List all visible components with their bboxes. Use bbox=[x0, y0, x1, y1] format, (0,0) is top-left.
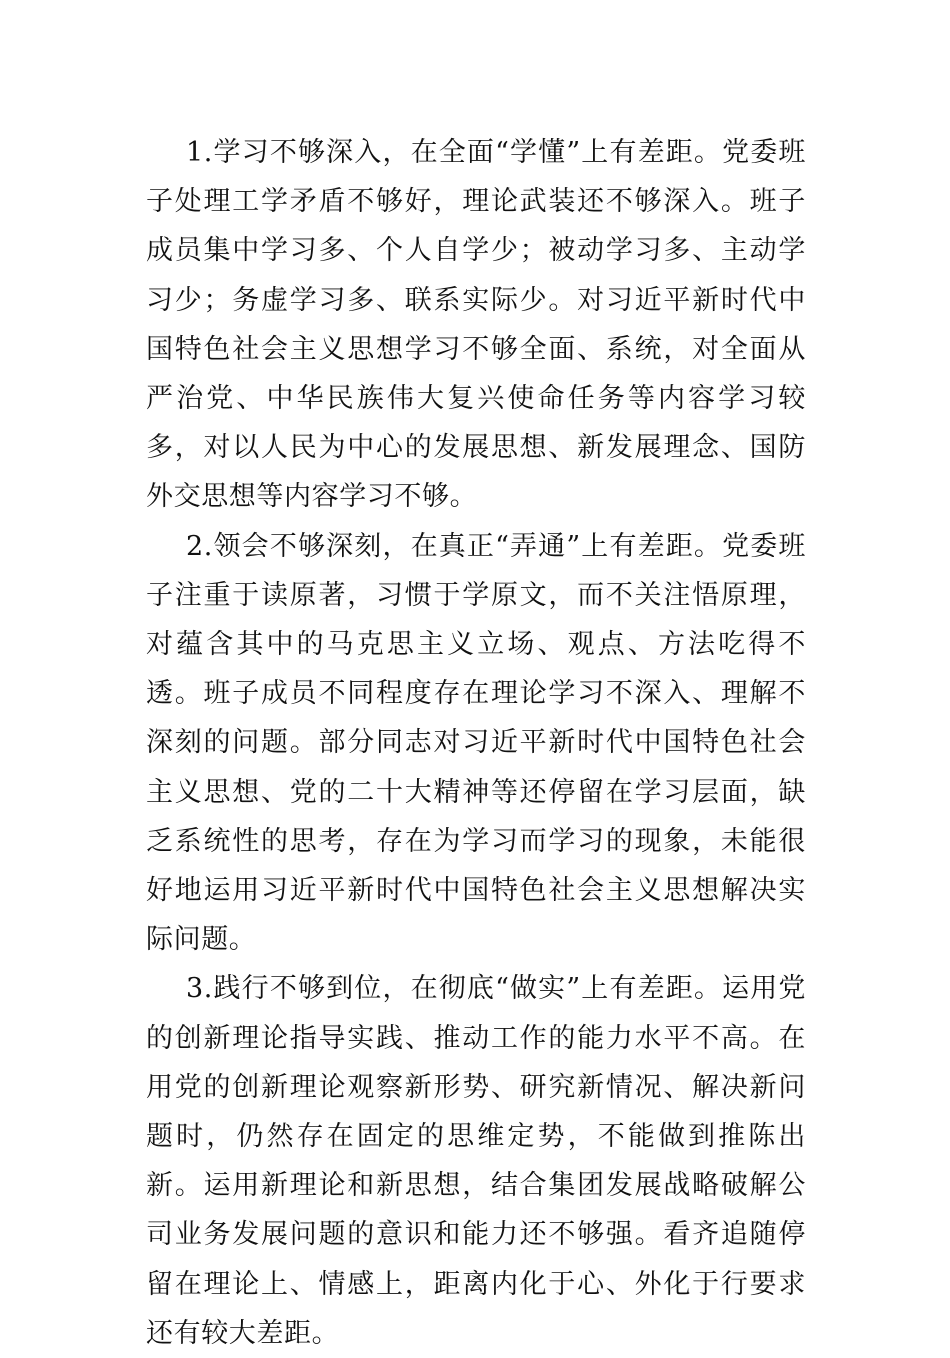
document-body bbox=[146, 128, 806, 1358]
paragraph-3-practice: 3.践行不够到位，在彻底“做实”上有差距。运用党的创新理论指导实践、推动工作的能力水平不高。在用党的创新理论观察新形势、研究新情况、解决新问题时，仍然存在固定的思维定势，不能做到推陈出新。运用新理论和新思想，结合集团发展战略破解公司业务发展问题的意识和能力还不够强。看齐追随停留在理论上、情感上，距离内化于心、外化于行要求还有较大差距。 bbox=[146, 973, 806, 1349]
paragraph-1-learning: 1.学习不够深入，在全面“学懂”上有差距。党委班子处理工学矛盾不够好，理论武装还不够深入。班子成员集中学习多、个人自学少；被动学习多、主动学习少；务虚学习多、联系实际少。对习近平新时代中国特色社会主义思想学习不够全面、系统，对全面从严治党、中华民族伟大复兴使命任务等内容学习较多，对以人民为中心的发展思想、新发展理念、国防外交思想等内容学习不够。 bbox=[146, 137, 806, 513]
paragraph-2-understanding: 2.领会不够深刻，在真正“弄通”上有差距。党委班子注重于读原著，习惯于学原文，而不关注悟原理，对蕴含其中的马克思主义立场、观点、方法吃得不透。班子成员不同程度存在理论学习不深入、理解不深刻的问题。部分同志对习近平新时代中国特色社会主义思想、党的二十大精神等还停留在学习层面，缺乏系统性的思考，存在为学习而学习的现象，未能很好地运用习近平新时代中国特色社会主义思想解决实际问题。 bbox=[146, 530, 806, 956]
